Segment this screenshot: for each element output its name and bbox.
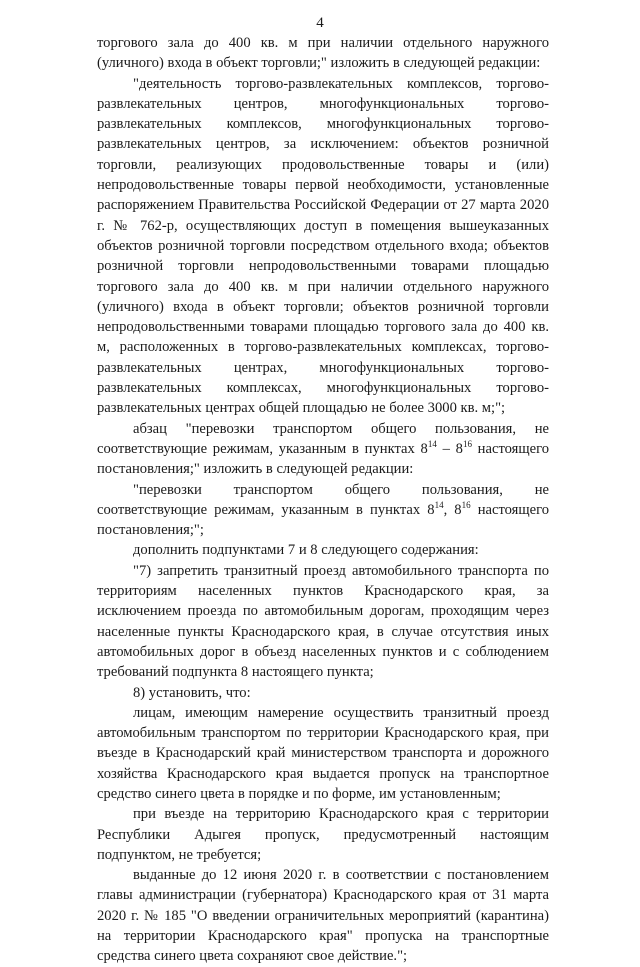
superscript: 14: [427, 439, 437, 450]
paragraph: выданные до 12 июня 2020 г. в соответствии с постановлением главы администрации (губернатора) Краснодарского края от 31 марта 2020 г. № 185 "О введении ограничительных мероприятий (карантина) на территории Краснодарского края" пропуска на транспортные средства синего цвета сохраняют свое действие.";: [97, 867, 549, 965]
superscript: 16: [461, 499, 471, 510]
text-run: настоящего постановления;";: [97, 501, 550, 539]
paragraph: при въезде на территорию Краснодарского края с территории Республики Адыгея пропуск, предусмотренный настоящим подпунктом, не требуется;: [97, 806, 549, 863]
page-number: 4: [316, 15, 324, 31]
text-run: , 8: [443, 501, 462, 518]
paragraph: [97, 480, 549, 541]
paragraph: [97, 419, 549, 480]
text-run: абзац "перевозки транспортом общего пользования, не соответствующие режимам, указанным в пунктах 8: [97, 420, 549, 457]
superscript: 14: [434, 499, 444, 510]
paragraph: лицам, имеющим намерение осуществить транзитный проезд автомобильным транспортом по территории Краснодарского края, при въезде в Краснодарский край министерством транспорта и дорожного хозяйства Краснодарского края выдается пропуск на транспортное средство синего цвета в порядке и по форме, им установленным;: [97, 704, 549, 802]
document-body: [97, 33, 549, 967]
text-run: настоящего постановления;" изложить в следующей редакции:: [97, 440, 549, 478]
paragraph: 8) установить, что:: [133, 684, 251, 701]
text-run: "перевозки транспортом общего пользования, не соответствующие режимам, указанным в пунктах 8: [97, 481, 549, 518]
paragraph: "7) запретить транзитный проезд автомобильного транспорта по территориям населенных пунктов Краснодарского края, за исключением проезда по автомобильным дорогам, проходящим через населенные пункты Краснодарского края, в случае отсутствия иных автомобильных дорог в объезд населенных пунктов и с соблюдением требований подпункта 8 настоящего пункта;: [97, 562, 549, 681]
paragraph: дополнить подпунктами 7 и 8 следующего содержания:: [133, 542, 479, 559]
superscript: 16: [462, 439, 472, 450]
paragraph: "деятельность торгово-развлекательных комплексов, торгово-развлекательных центров, многофункциональных торгово-развлекательных комплексов, многофункциональных торгово-развлекательных центров, за исключением: объектов розничной торговли, реализующих продовольственные товары и (или) непродовольственные товары первой необходимости, установленные распоряжением Правительства Российской Федерации от 27 марта 2020 г. № 762-р, осуществляющих доступ в помещения вышеуказанных объектов розничной торговли посредством отдельного входа; объектов розничной торговли непродовольственными товарами площадью торгового зала до 400 кв. м при наличии отдельного наружного (уличного) входа в объект торговли; объектов розничной торговли непродовольственными товарами площадью торгового зала до 400 кв. м, расположенных в торгово-развлекательных комплексах, торгово-развлекательных центрах, многофункциональных торгово-развлекательных комплексах, многофункциональных торгово-развлекательных центрах общей площадью не более 3000 кв. м;";: [97, 75, 549, 417]
text-run: – 8: [436, 440, 463, 457]
paragraph: торгового зала до 400 кв. м при наличии отдельного наружного (уличного) входа в объект торговли;" изложить в следующей редакции:: [97, 35, 549, 72]
